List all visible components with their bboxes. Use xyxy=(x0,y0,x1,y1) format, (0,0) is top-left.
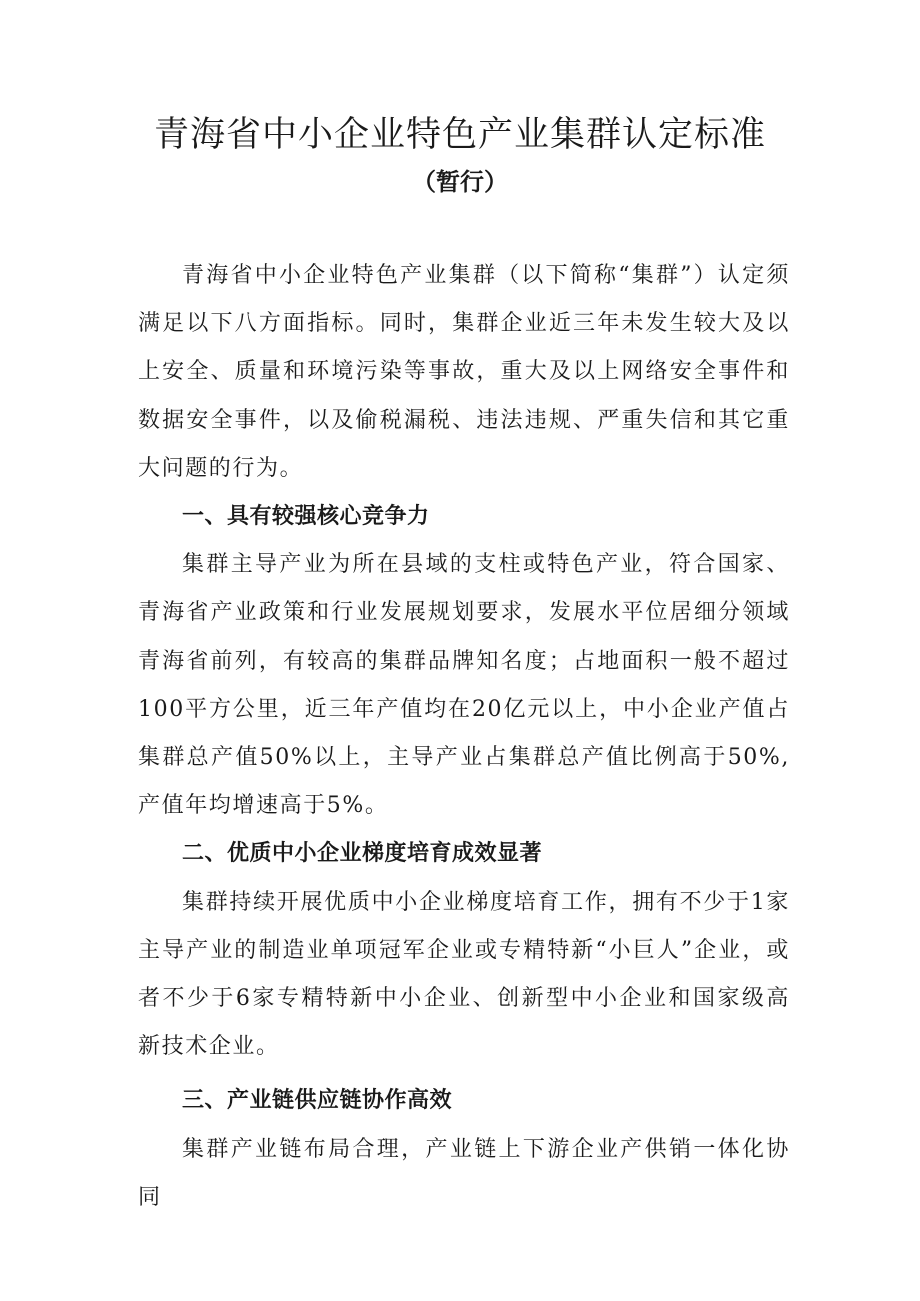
section-paragraph-3: 集群产业链布局合理，产业链上下游企业产供销一体化协同 xyxy=(138,1136,790,1210)
section-heading-1: 一、具有较强核心竞争力 xyxy=(182,504,430,530)
document-subtitle: （暂行） xyxy=(412,168,508,196)
section-paragraph-2: 集群持续开展优质中小企业梯度培育工作，拥有不少于1家主导产业的制造业单项冠军企业或专精特新“小巨人”企业，或者不少于6家专精特新中小企业、创新型中小企业和国家级高新技术企业。 xyxy=(138,889,790,1060)
document-title: 青海省中小企业特色产业集群认定标准 xyxy=(153,115,766,155)
section-heading-2: 二、优质中小企业梯度培育成效显著 xyxy=(182,841,543,867)
intro-paragraph: 青海省中小企业特色产业集群（以下简称“集群”）认定须满足以下八方面指标。同时，集群企业近三年未发生较大及以上安全、质量和环境污染等事故，重大及以上网络安全事件和数据安全事件，以及偷税漏税、违法违规、严重失信和其它重大问题的行为。 xyxy=(138,263,790,481)
section-paragraph-1: 集群主导产业为所在县域的支柱或特色产业，符合国家、青海省产业政策和行业发展规划要求，发展水平位居细分领域青海省前列，有较高的集群品牌知名度；占地面积一般不超过100平方公里，近三年产值均在20亿元以上，中小企业产值占集群总产值50%以上，主导产业占集群总产值比例高于50%,产值年均增速高于5%。 xyxy=(138,552,790,819)
section-heading-3: 三、产业链供应链协作高效 xyxy=(182,1088,453,1114)
document-body xyxy=(138,252,790,1222)
